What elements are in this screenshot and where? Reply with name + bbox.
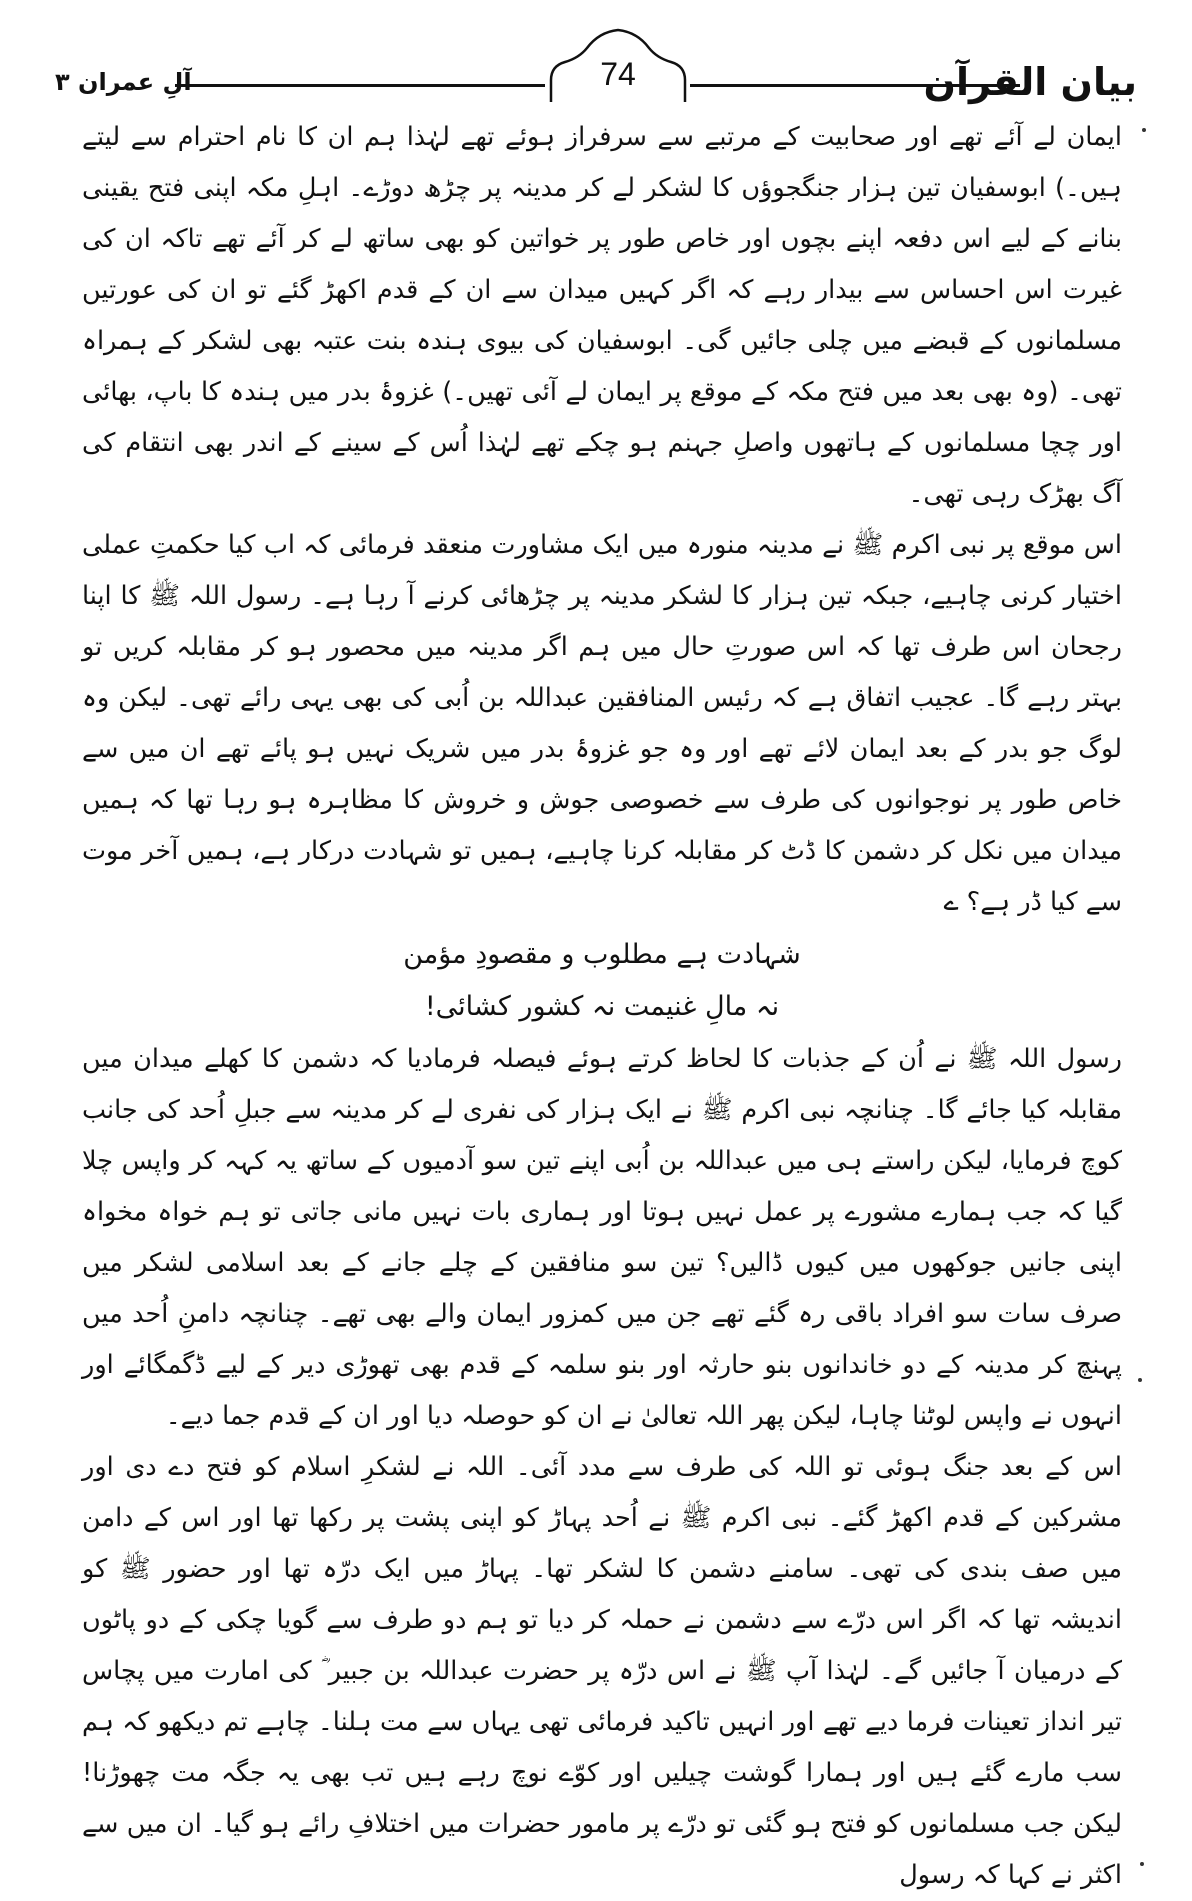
book-title: بیان القرآن bbox=[923, 60, 1137, 104]
verse-line: نہ مالِ غنیمت نہ کشور کشائی! bbox=[424, 991, 780, 1022]
page-header bbox=[55, 28, 1137, 118]
margin-dot bbox=[1140, 1862, 1144, 1866]
verse-line: شہادت ہے مطلوب و مقصودِ مؤمن bbox=[403, 939, 801, 970]
surah-name: آلِ عمران ۳ bbox=[55, 68, 192, 96]
margin-dot bbox=[1138, 1378, 1142, 1382]
margin-dot bbox=[1142, 128, 1146, 132]
header-rule-left bbox=[175, 84, 545, 87]
paragraph: اس موقع پر نبی اکرم ﷺ نے مدینہ منورہ میں ایک مشاورت منعقد فرمائی کہ اب کیا حکمتِ عملی اختیار کرنی چاہیے، جبکہ تین ہزار کا لشکر مدینہ پر چڑھائی کرنے آ رہا ہے۔ رسول اللہ ﷺ کا اپنا رجحان اس طرف تھا کہ اس صورتِ حال میں ہم اگر مدینہ میں محصور ہو کر مقابلہ کریں تو بہتر رہے گا۔ عجیب اتفاق ہے کہ رئیس المنافقین عبداللہ بن اُبی کی بھی یہی رائے تھی۔ لیکن وہ لوگ جو بدر کے بعد ایمان لائے تھے اور وہ جو غزوۂ بدر میں شریک نہیں ہو پائے تھے ان میں سے خاص طور پر نوجوانوں کی طرف سے خصوصی جوش و خروش کا مظاہرہ ہو رہا تھا کہ ہمیں میدان میں نکل کر دشمن کا ڈٹ کر مقابلہ کرنا چاہیے، ہمیں تو شہادت درکار ہے، ہمیں آخر موت سے کیا ڈر ہے؟ ے bbox=[82, 530, 1122, 917]
paragraph: اس کے بعد جنگ ہوئی تو اللہ کی طرف سے مدد آئی۔ اللہ نے لشکرِ اسلام کو فتح دے دی اور مشرکین کے قدم اکھڑ گئے۔ نبی اکرم ﷺ نے اُحد پہاڑ کو اپنی پشت پر رکھا تھا اور اس کے دامن میں صف بندی کی تھی۔ سامنے دشمن کا لشکر تھا۔ پہاڑ میں ایک درّہ تھا اور حضور ﷺ کو اندیشہ تھا کہ اگر اس درّے سے دشمن نے حملہ کر دیا تو ہم دو طرف سے گویا چکی کے دو پاٹوں کے درمیان آ جائیں گے۔ لہٰذا آپ ﷺ نے اس درّہ پر حضرت عبداللہ بن جبیر ؓ کی امارت میں پچاس تیر انداز تعینات فرما دیے تھے اور انہیں تاکید فرمائی تھی یہاں سے مت ہلنا۔ چاہے تم دیکھو کہ ہم سب مارے گئے ہیں اور ہمارا گوشت چیلیں اور کوّے نوچ رہے ہیں تب بھی یہ جگہ مت چھوڑنا! لیکن جب مسلمانوں کو فتح ہو گئی تو درّے پر مامور حضرات میں اختلافِ رائے ہو گیا۔ ان میں سے اکثر نے کہا کہ رسول bbox=[82, 1452, 1122, 1890]
page-number-frame bbox=[543, 28, 693, 108]
paragraph: رسول اللہ ﷺ نے اُن کے جذبات کا لحاظ کرتے ہوئے فیصلہ فرمادیا کہ دشمن کا کھلے میدان میں مقابلہ کیا جائے گا۔ چنانچہ نبی اکرم ﷺ نے ایک ہزار کی نفری لے کر مدینہ سے جبلِ اُحد کی جانب کوچ فرمایا، لیکن راستے ہی میں عبداللہ بن اُبی اپنے تین سو آدمیوں کے ساتھ یہ کہہ کر واپس چلا گیا کہ جب ہمارے مشورے پر عمل نہیں ہوتا اور ہماری بات نہیں مانی جاتی تو ہم خواہ مخواہ اپنی جانیں جوکھوں میں کیوں ڈالیں؟ تین سو منافقین کے چلے جانے کے بعد اسلامی لشکر میں صرف سات سو افراد باقی رہ گئے تھے جن میں کمزور ایمان والے بھی تھے۔ چنانچہ دامنِ اُحد میں پہنچ کر مدینہ کے دو خاندانوں بنو حارثہ اور بنو سلمہ کے قدم بھی تھوڑی دیر کے لیے ڈگمگائے اور انہوں نے واپس لوٹنا چاہا، لیکن پھر اللہ تعالیٰ نے ان کو حوصلہ دیا اور ان کے قدم جما دیے۔ bbox=[82, 1044, 1122, 1431]
paragraph: ایمان لے آئے تھے اور صحابیت کے مرتبے سے سرفراز ہوئے تھے لہٰذا ہم ان کا نام احترام سے لیتے ہیں۔) ابوسفیان تین ہزار جنگجوؤں کا لشکر لے کر مدینہ پر چڑھ دوڑے۔ اہلِ مکہ اپنی فتح یقینی بنانے کے لیے اس دفعہ اپنے بچوں اور خاص طور پر خواتین کو بھی ساتھ لے کر آئے تھے تاکہ ان کی غیرت اس احساس سے بیدار رہے کہ اگر کہیں میدان سے ان کے قدم اکھڑ گئے تو ان کی عورتیں مسلمانوں کے قبضے میں چلی جائیں گی۔ ابوسفیان کی بیوی ہندہ بنت عتبہ بھی لشکر کے ہمراہ تھی۔ (وہ بھی بعد میں فتح مکہ کے موقع پر ایمان لے آئی تھیں۔) غزوۂ بدر میں ہندہ کا باپ، بھائی اور چچا مسلمانوں کے ہاتھوں واصلِ جہنم ہو چکے تھے لہٰذا اُس کے سینے کے اندر بھی انتقام کی آگ بھڑک رہی تھی۔ bbox=[82, 122, 1122, 509]
page-body bbox=[82, 112, 1122, 1901]
page-number: 74 bbox=[600, 56, 636, 92]
